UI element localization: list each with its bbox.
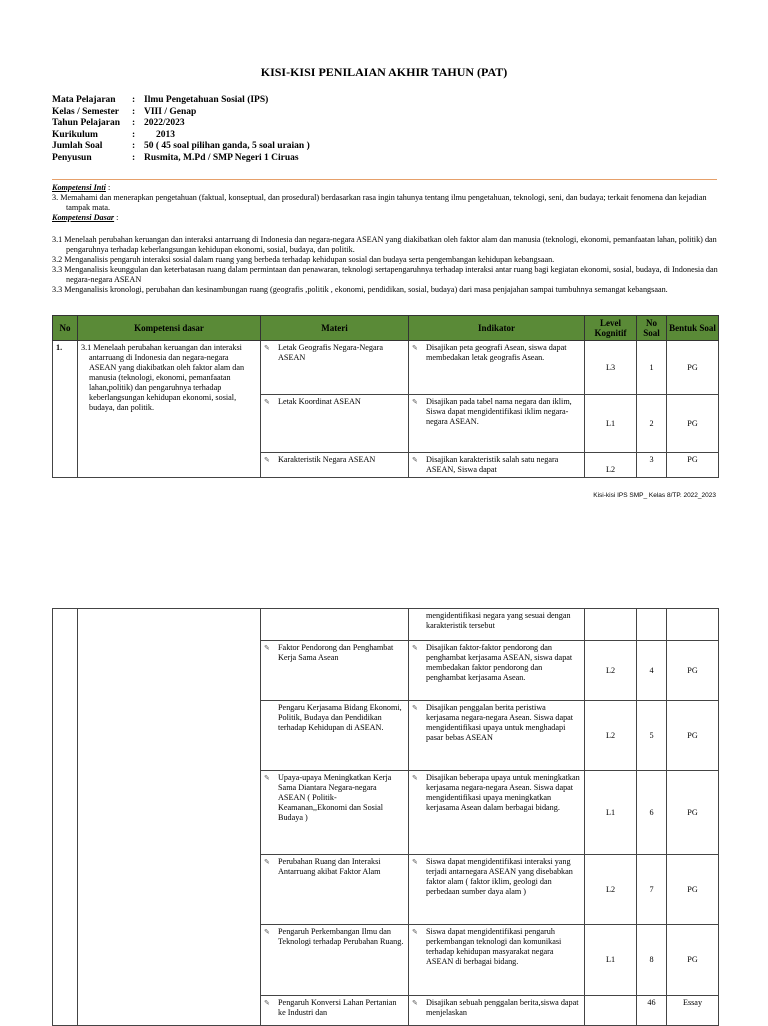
bentuk-cell: PG xyxy=(667,771,719,855)
meta-block xyxy=(52,95,310,164)
indikator-cell: ✎ Disajikan beberapa upaya untuk meningkatkan kerjasama negara-negara Asean. Siswa dapat mengidentifikasi upaya meningkatkan kerjasama Asean dalam berbagai bidang. xyxy=(409,771,585,855)
indikator-cell: ✎ Siswa dapat mengidentifikasi pengaruh perkembangan teknologi dan komunikasi terhadap kehidupan masyarakat negara ASEAN di berbagai bidang. xyxy=(409,925,585,996)
materi-cell: ✎ Letak Koordinat ASEAN xyxy=(261,395,409,453)
level-cell: L1 xyxy=(585,925,637,996)
bentuk-cell xyxy=(667,609,719,641)
meta-row: Mata Pelajaran : Ilmu Pengetahuan Sosial (IPS) xyxy=(52,95,269,105)
level-cell: L2 xyxy=(585,701,637,771)
kd-item: 3.2 Menganalisis pengaruh interaksi sosial dalam ruang yang berbeda terhadap kehidupan sosial dan budaya serta pengembangan kehidupan kebangsaan. xyxy=(52,255,555,264)
row-number xyxy=(53,609,78,1026)
materi-cell: ✎ Pengaruh Perkembangan Ilmu dan Teknologi terhadap Perubahan Ruang. xyxy=(261,925,409,996)
pencil-icon: ✎ xyxy=(264,398,270,406)
table-row xyxy=(53,609,719,641)
col-level: Level Kognitif xyxy=(585,316,637,341)
materi-cell: ✎ Letak Geografis Negara-Negara ASEAN xyxy=(261,341,409,395)
nosoal-cell: 8 xyxy=(637,925,667,996)
materi-cell: ✎ Upaya-upaya Meningkatkan Kerja Sama Diantara Negara-negara ASEAN ( Politik-Keamanan,,Ekonomi dan Sosial Budaya ) xyxy=(261,771,409,855)
pencil-icon: ✎ xyxy=(412,344,418,352)
kd-item: 3.1 Menelaah perubahan keruangan dan interaksi antarruang di Indonesia dan negara-negara ASEAN yang diakibatkan oleh faktor alam dan manusia (teknologi, ekonomi, pemanfaatan lahan, politik) dan pengaruhnya terhadap keberlangsungan kehidupan ekonomi, sosial, budaya, dan politik. xyxy=(52,235,717,254)
pencil-icon: ✎ xyxy=(264,644,270,652)
meta-row: Penyusun : Rusmita, M.Pd / SMP Negeri 1 Ciruas xyxy=(52,152,299,163)
bentuk-cell: PG xyxy=(667,855,719,925)
materi-cell xyxy=(261,609,409,641)
level-cell: L3 xyxy=(585,341,637,395)
pencil-icon: ✎ xyxy=(264,344,270,352)
nosoal-cell: 5 xyxy=(637,701,667,771)
pencil-icon: ✎ xyxy=(264,774,270,782)
pencil-icon: ✎ xyxy=(264,928,270,936)
kd-item: 3.3 Menganalisis keunggulan dan keterbatasan ruang dalam permintaan dan penawaran, teknologi sertapengaruhnya terhadap interaksi antar ruang bagi kegiatan ekonomi, sosial, budaya, di Indonesia dan negara-negara ASEAN xyxy=(52,265,718,284)
bentuk-cell: PG xyxy=(667,701,719,771)
col-materi: Materi xyxy=(261,316,409,341)
nosoal-cell: 3 xyxy=(637,453,667,478)
ki-heading: Kompetensi Inti xyxy=(52,183,106,192)
nosoal-cell xyxy=(637,609,667,641)
indikator-cell: mengidentifikasi negara yang sesuai dengan karakteristik tersebut xyxy=(409,609,585,641)
pencil-icon: ✎ xyxy=(412,774,418,782)
pencil-icon: ✎ xyxy=(412,644,418,652)
divider xyxy=(52,179,717,180)
pencil-icon: ✎ xyxy=(264,999,270,1007)
kd-heading: Kompetensi Dasar xyxy=(52,213,115,222)
kisi-table-page-2 xyxy=(52,608,719,1026)
pencil-icon: ✎ xyxy=(264,858,270,866)
pencil-icon: ✎ xyxy=(412,398,418,406)
meta-row: Kurikulum : 2013 xyxy=(52,129,175,140)
materi-cell: ✎ Karakteristik Negara ASEAN xyxy=(261,453,409,478)
bentuk-cell: PG xyxy=(667,641,719,701)
kd-item: 3.3 Menganalisis kronologi, perubahan dan kesinambungan ruang (geografis ,politik , ekonomi, pendidikan, sosial, budaya) dari masa penjajahan sampai tumbuhnya semangat kebangsaan. xyxy=(52,285,668,294)
nosoal-cell: 4 xyxy=(637,641,667,701)
pencil-icon: ✎ xyxy=(412,858,418,866)
page-2 xyxy=(0,598,768,1024)
col-nosoal: No Soal xyxy=(637,316,667,341)
materi-cell: Pengaru Kerjasama Bidang Ekonomi, Politik, Budaya dan Pendidikan terhadap Kehidupan di ASEAN. xyxy=(261,701,409,771)
bentuk-cell: PG xyxy=(667,925,719,996)
bentuk-cell: Essay xyxy=(667,996,719,1026)
level-cell: L2 xyxy=(585,453,637,478)
indikator-cell: ✎ Disajikan penggalan berita peristiwa kerjasama negara-negara Asean. Siswa dapat mengidentifikasi upaya untuk menghadapi pasar bebas ASEAN xyxy=(409,701,585,771)
kd-cell xyxy=(78,609,261,1026)
indikator-cell: ✎ Disajikan faktor-faktor pendorong dan penghambat kerjasama ASEAN, siswa dapat membedakan faktor pendorong dan penghambat kerjasama Asean. xyxy=(409,641,585,701)
indikator-cell: ✎ Disajikan pada tabel nama negara dan iklim, Siswa dapat mengidentifikasi iklim negara-negara ASEAN. xyxy=(409,395,585,453)
indikator-cell: ✎ Disajikan peta geografi Asean, siswa dapat membedakan letak geografis Asean. xyxy=(409,341,585,395)
indikator-cell: ✎ Siswa dapat mengidentifikasi interaksi yang terjadi antarnegara ASEAN yang disebabkan faktor alam ( faktor iklim, geologi dan perbedaan sumber daya alam ) xyxy=(409,855,585,925)
table-row xyxy=(53,341,719,395)
nosoal-cell: 6 xyxy=(637,771,667,855)
nosoal-cell: 46 xyxy=(637,996,667,1026)
kompetensi-inti: Kompetensi Inti : 3. Memahami dan menerapkan pengetahuan (faktual, konseptual, dan prosedural) berdasarkan rasa ingin tahunya tentang ilmu pengetahuan, teknologi, seni, dan budaya; terkait fenomena dan kejadian tampak mata. Kompetensi Dasar : xyxy=(52,183,718,223)
level-cell: L2 xyxy=(585,855,637,925)
kompetensi-dasar-list xyxy=(52,235,718,295)
bentuk-cell: PG xyxy=(667,341,719,395)
pencil-icon: ✎ xyxy=(412,704,418,712)
materi-cell: ✎ Perubahan Ruang dan Interaksi Antarruang akibat Faktor Alam xyxy=(261,855,409,925)
level-cell: L2 xyxy=(585,641,637,701)
pencil-icon: ✎ xyxy=(264,456,270,464)
bentuk-cell: PG xyxy=(667,395,719,453)
level-cell xyxy=(585,996,637,1026)
col-no: No xyxy=(53,316,78,341)
indikator-cell: ✎ Disajikan karakteristik salah satu negara ASEAN, Siswa dapat xyxy=(409,453,585,478)
nosoal-cell: 1 xyxy=(637,341,667,395)
page-gap xyxy=(0,520,768,598)
nosoal-cell: 7 xyxy=(637,855,667,925)
level-cell xyxy=(585,609,637,641)
meta-row: Jumlah Soal : 50 ( 45 soal pilihan ganda, 5 soal uraian ) xyxy=(52,141,310,151)
materi-cell: ✎ Pengaruh Konversi Lahan Pertanian ke Industri dan xyxy=(261,996,409,1026)
level-cell: L1 xyxy=(585,395,637,453)
level-cell: L1 xyxy=(585,771,637,855)
kisi-table-page-1 xyxy=(52,315,719,478)
col-indikator: Indikator xyxy=(409,316,585,341)
materi-cell: ✎ Faktor Pendorong dan Penghambat Kerja Sama Asean xyxy=(261,641,409,701)
document-title: KISI-KISI PENILAIAN AKHIR TAHUN (PAT) xyxy=(260,65,508,79)
meta-row: Tahun Pelajaran : 2022/2023 xyxy=(52,118,185,128)
kd-cell: 3.1 Menelaah perubahan keruangan dan interaksi antarruang di Indonesia dan negara-negara ASEAN yang diakibatkan oleh faktor alam dan manusia (teknologi, ekonomi, pemanfaatan lahan,politik) dan pengaruhnya terhadap keberlangsungan kehidupan ekonomi, sosial, budaya, dan politik. xyxy=(78,341,261,478)
nosoal-cell: 2 xyxy=(637,395,667,453)
page-footer: Kisi-kisi IPS SMP_ Kelas 8/TP. 2022_2023 xyxy=(593,492,716,499)
table-header-row xyxy=(53,316,719,341)
row-number: 1. xyxy=(53,341,78,478)
meta-row: Kelas / Semester : VIII / Genap xyxy=(52,106,197,117)
pencil-icon: ✎ xyxy=(412,456,418,464)
col-bentuk: Bentuk Soal xyxy=(667,316,719,341)
ki-item: 3. Memahami dan menerapkan pengetahuan (faktual, konseptual, dan prosedural) berdasarkan rasa ingin tahunya tentang ilmu pengetahuan, teknologi, seni, dan budaya; terkait fenomena dan kejadian tampak mata. xyxy=(52,193,707,212)
pencil-icon: ✎ xyxy=(412,928,418,936)
pencil-icon: ✎ xyxy=(412,999,418,1007)
indikator-cell: ✎ Disajikan sebuah penggalan berita,siswa dapat menjelaskan xyxy=(409,996,585,1026)
col-kd: Kompetensi dasar xyxy=(78,316,261,341)
bentuk-cell: PG xyxy=(667,453,719,478)
